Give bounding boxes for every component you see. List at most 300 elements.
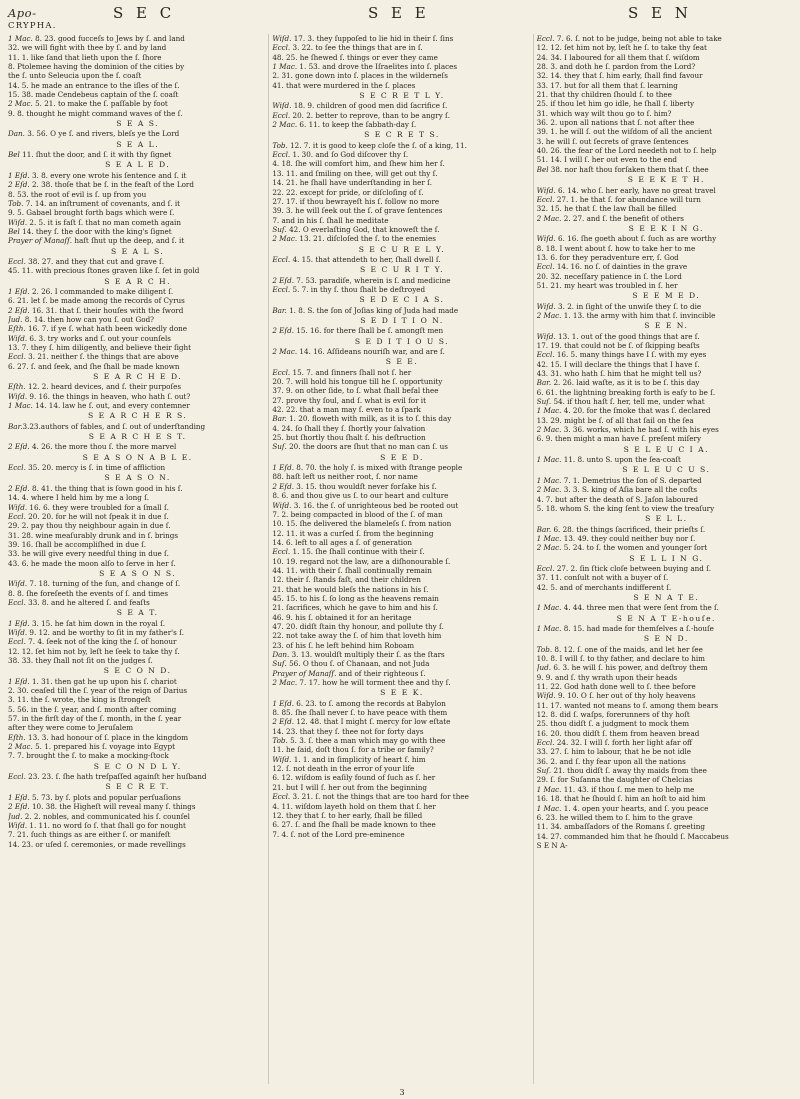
- book-reference: 1 Eſd.: [8, 792, 30, 802]
- entry-line: [537, 564, 796, 573]
- entry-line: [8, 714, 267, 723]
- entry-text: 11. ſhut the door, and ſ. it with thy ſignet: [19, 150, 172, 160]
- book-reference: Eccl.: [272, 254, 291, 264]
- entry-text: 8. 18. I went about ſ. how to take her to me: [536, 243, 696, 253]
- entry-text: 39. 1. he will ſ. out the wiſdom of all the ancient: [536, 127, 713, 137]
- entry-text: 4. 44. three men that were ſent from the ſ.: [561, 603, 719, 613]
- entry-text: 14. 4. where I held him by me a long ſ.: [8, 493, 150, 503]
- entry-heading: S E D I T I O U S.: [354, 336, 450, 346]
- entry-text: 3. 15. he ſat him down in the royal ſ.: [29, 618, 166, 628]
- entry-text: 40. 26. the fear of the Lord needeth not to ſ. help: [536, 146, 717, 156]
- entry-text: 14. 16. Aſſideans nouriſh war, and are ſ.: [297, 347, 445, 356]
- entry-text: 5. 7. in thy ſ. thou ſhalt be deſtroyed: [290, 284, 426, 294]
- entry-text: 7. 14. an inſtrument of covenants, and ſ. it: [23, 198, 181, 208]
- entry-line: [537, 397, 796, 406]
- entry-text: 3. 3. S. king of Aſia bare all the coſts: [561, 485, 698, 495]
- entry-text: 38. nor haſt thou forſaken them that ſ. thee: [548, 164, 709, 174]
- entry-text: 7. 2. being compacted in blood of the ſ. of man: [272, 509, 443, 519]
- entry-line: [272, 802, 531, 811]
- entry-line: [537, 691, 796, 700]
- entry-text: 6. 27. ſ. and ſhe ſhall be made known to thee: [272, 820, 436, 830]
- entry-heading: S E A L S.: [111, 246, 165, 256]
- book-reference: 1 Mac.: [8, 401, 33, 411]
- book-reference: 2 Eſd.: [8, 305, 30, 315]
- book-reference: 2 Mac.: [536, 543, 562, 553]
- entry-line: [272, 773, 531, 782]
- entry-line: [8, 287, 267, 296]
- entry-line: [8, 656, 267, 665]
- entry-line: [8, 579, 267, 588]
- entry-line: [272, 206, 531, 215]
- entry-text: 39. 3. he will ſeek out the ſ. of grave ſentences: [272, 206, 443, 216]
- entry-text: 16. 31. that ſ. their houſes with the ſword: [29, 305, 184, 315]
- entry-line: [8, 150, 267, 159]
- book-reference: Bel: [8, 226, 20, 236]
- entry-text: 54. if thou haſt ſ. her, tell me, under what: [551, 397, 705, 407]
- book-reference: 1 Mac.: [536, 623, 562, 633]
- entry-text: 24. 34. I laboured for all them that ſ. wiſdom: [536, 52, 700, 62]
- entry-text: 2. 30. ceaſed till the ſ. year of the reign of Darius: [8, 686, 188, 696]
- entry-line: [8, 53, 267, 62]
- entry-text: 23. of his ſ. he left behind him Roboam: [272, 640, 415, 650]
- book-reference: Wiſd.: [8, 627, 28, 637]
- entry-text: 36. 2. and ſ. thy fear upon all the nations: [536, 756, 686, 766]
- entry-text: 6. 11. to keep the ſabbath-day ſ.: [297, 120, 417, 130]
- entry-text: 11. 8. unto S. upon the ſea-coaſt: [561, 455, 681, 465]
- entry-line: [272, 717, 531, 726]
- entry-text: 12. their ſ. ſtands faſt, and their children: [272, 575, 421, 585]
- entry-heading: S E A R C H E D.: [93, 372, 183, 382]
- entry-text: 3. 13. wouldſt multiply their ſ. as the ſtars: [289, 650, 445, 659]
- book-reference: Bel: [536, 164, 549, 174]
- entry-line: [272, 71, 531, 80]
- entry-line: [272, 424, 531, 433]
- entry-text: 27. 1. he that ſ. for abundance will turn: [554, 194, 701, 204]
- entry-line: [537, 645, 796, 654]
- entry-heading: S E D E C I A S.: [359, 295, 445, 305]
- entry-line: [537, 832, 796, 841]
- entry-line: [537, 738, 796, 747]
- entry-text: 3. 8. every one wrote his ſentence and ſ. it: [29, 170, 187, 180]
- entry-line: [8, 619, 267, 628]
- book-reference: Dan.: [272, 650, 290, 659]
- entry-line: [8, 812, 267, 821]
- entry-line: [272, 377, 531, 386]
- entry-text: 9. 12. and be worthy to ſit in my father's ſ.: [27, 627, 185, 637]
- book-reference: 2 Mac.: [272, 678, 298, 688]
- book-reference: Wiſd.: [8, 502, 28, 512]
- entry-line: [537, 654, 796, 663]
- book-reference: 1 Eſd.: [8, 618, 30, 628]
- entry-text: 12. they that ſ. to her early, ſhall be filled: [272, 810, 423, 820]
- entry-line: [537, 775, 796, 784]
- entry-line: [8, 821, 267, 830]
- entry-text: 1. 1. and in ſimplicity of heart ſ. him: [291, 754, 426, 764]
- entry-line: [8, 422, 267, 431]
- book-reference: Eccl.: [8, 511, 26, 521]
- book-reference: Eccl.: [272, 284, 291, 294]
- book-reference: 1 Mac.: [536, 406, 562, 416]
- entry-line: [8, 109, 267, 118]
- entry-line: [8, 442, 267, 451]
- entry-heading: S E N D.: [643, 634, 689, 644]
- entry-text: 33. 17. but for all them that ſ. learning: [536, 80, 678, 90]
- entry-text: 6. 16. ſhe goeth about ſ. ſuch as are worthy: [555, 234, 717, 244]
- entry-text: 12. 48. that I might ſ. mercy for low eſtate: [293, 717, 451, 727]
- entry-line: [8, 99, 267, 108]
- entry-line: [537, 416, 796, 425]
- book-reference: Suſ.: [272, 224, 287, 234]
- entry-line: [272, 650, 531, 659]
- entry-text: 21. ſacrifices, which he gave to him and his ſ.: [272, 603, 438, 613]
- entry-text: and of their righteous ſ.: [336, 668, 426, 678]
- entry-line: [537, 495, 796, 504]
- book-reference: Eſth.: [8, 382, 26, 392]
- running-head-left: Apo-: [8, 6, 37, 20]
- entry-line: [537, 253, 796, 262]
- book-reference: 1 Mac.: [8, 34, 33, 43]
- entry-line: [537, 109, 796, 118]
- entry-line: [272, 755, 531, 764]
- entry-text: 33. he will give every needful thing in due ſ.: [8, 549, 169, 559]
- entry-line: [8, 208, 267, 217]
- entry-text: 21. but I will ſ. her out from the beginning: [272, 782, 427, 792]
- entry-line: [537, 137, 796, 146]
- entry-text: 13. 1. out of the good things that are ſ.: [555, 331, 700, 341]
- entry-text: 8. 85. ſhe ſhall never ſ. to have peace with them: [272, 708, 448, 718]
- book-reference: 1 Eſd.: [8, 676, 30, 686]
- entry-line: [272, 463, 531, 472]
- signature-mark: 3: [399, 1088, 405, 1097]
- entry-line: [537, 785, 796, 794]
- entry-line: [8, 362, 267, 371]
- book-reference: 2 Mac.: [536, 425, 562, 435]
- entry-text: 8. 6. and thou give us ſ. to our heart and culture: [272, 491, 449, 501]
- book-reference: Bel: [8, 150, 20, 160]
- entry-line: [537, 388, 796, 397]
- entry-line: [272, 659, 531, 668]
- book-reference: Eccl.: [272, 367, 291, 377]
- text-column-2: [268, 34, 531, 1084]
- entry-line: [8, 129, 267, 138]
- entry-text: 29. 2. pay thou thy neighbour again in due ſ.: [8, 521, 171, 531]
- entry-text: 38. 33. they ſhall not ſit on the judges ſ.: [8, 656, 153, 665]
- entry-line: [8, 521, 267, 530]
- entry-text: 8. 41. the thing that is ſown good in his ſ.: [29, 483, 183, 493]
- entry-line: [272, 81, 531, 90]
- entry-line: [8, 686, 267, 695]
- entry-line: [8, 171, 267, 180]
- entry-line: [537, 262, 796, 271]
- entry-line: [537, 710, 796, 719]
- entry-line: [8, 334, 267, 343]
- entry-line: [537, 525, 796, 534]
- entry-text: 1. 4. open your hearts, and ſ. you peace: [561, 803, 709, 813]
- entry-line: [8, 677, 267, 686]
- entry-line: [537, 90, 796, 99]
- entry-line: [537, 360, 796, 369]
- entry-line: [272, 699, 531, 708]
- entry-heading: S E A S O N A B L E.: [82, 452, 193, 462]
- book-reference: Prayer of Manaſſ.: [272, 668, 337, 678]
- book-reference: Wiſd.: [8, 333, 28, 343]
- entry-heading: S E L L I N G.: [629, 553, 704, 563]
- entry-text: 57. in the firſt day of the ſ. month, in the ſ. year: [8, 714, 182, 724]
- book-reference: 1 Mac.: [536, 603, 562, 613]
- entry-line: [537, 794, 796, 803]
- entry-text: 27. 2. ſin ſtick cloſe between buying and ſ.: [554, 563, 712, 573]
- entry-line: [537, 204, 796, 213]
- entry-line: [272, 575, 531, 584]
- entry-text: 51. 14. I will ſ. her out even to the end: [536, 155, 678, 165]
- entry-text: 29. ſ. for Suſanna the daughter of Chelcias: [536, 775, 693, 785]
- entry-text: 14. 5. he made an entrance to the iſles of the ſ.: [8, 80, 180, 90]
- entry-line: [537, 34, 796, 43]
- book-reference: Wiſd.: [272, 34, 292, 43]
- entry-line: [272, 101, 531, 110]
- entry-text: 11. 43. if thou ſ. me men to help me: [561, 784, 695, 794]
- book-reference: 1 Mac.: [536, 784, 562, 794]
- entry-text: 16. 7. if ye ſ. what hath been wickedly done: [25, 324, 188, 334]
- entry-line: [272, 736, 531, 745]
- entry-line: [272, 745, 531, 754]
- entry-text: 8. 53. the root of evil is ſ. up from you: [8, 189, 147, 199]
- entry-text: 6. 23. to ſ. among the records at Babylon: [293, 698, 446, 708]
- entry-text: 1. 20. floweth with milk, as it is to ſ. this day: [286, 414, 452, 424]
- book-reference: 2 Mac.: [536, 310, 562, 320]
- book-reference: Wiſd.: [272, 754, 292, 764]
- entry-text: 7. 17. how he will torment thee and thy ſ.: [297, 678, 451, 688]
- book-reference: Wiſd.: [536, 691, 556, 701]
- entry-line: [537, 729, 796, 738]
- entry-line: [537, 378, 796, 387]
- entry-text: 27. prove thy ſoul, and ſ. what is evil for it: [272, 395, 426, 405]
- entry-line: [272, 491, 531, 500]
- entry-line: [8, 493, 267, 502]
- entry-text: 46. 9. his ſ. obtained it for an heritage: [272, 612, 412, 622]
- entry-text: 25. if thou let him go idle, he ſhall ſ. liberty: [536, 99, 695, 109]
- entry-line: [8, 540, 267, 549]
- entry-line: [8, 296, 267, 305]
- book-reference: 2 Eſd.: [8, 442, 30, 452]
- entry-line: [537, 719, 796, 728]
- entry-line: [537, 406, 796, 415]
- book-reference: 2 Mac.: [536, 213, 562, 223]
- entry-heading: S E A R C H E R S.: [88, 411, 188, 421]
- entry-heading: S E E M E D.: [632, 291, 701, 301]
- entry-text: 17. 3. they ſuppoſed to lie hid in their ſ. ſins: [291, 34, 454, 43]
- book-reference: Eccl.: [272, 110, 291, 120]
- entry-text: 9. 16. the things in heaven, who hath ſ. out?: [27, 391, 191, 401]
- entry-text: 3. he will ſ. out ſecrets of grave ſentences: [536, 136, 689, 146]
- entry-text: 7. 4. ſeek not of the king the ſ. of honour: [25, 637, 177, 647]
- entry-line: [8, 598, 267, 607]
- entry-line: [8, 637, 267, 646]
- entry-text: 10. 8. I will ſ. to thy father, and declare to him: [536, 654, 705, 663]
- entry-line: [272, 547, 531, 556]
- book-reference: Tob.: [272, 736, 288, 746]
- book-reference: 2 Eſd.: [272, 275, 294, 285]
- entry-text: 42. O everlaſting God, that knoweſt the ſ.: [286, 224, 440, 234]
- entry-line: [272, 178, 531, 187]
- entry-line: [272, 306, 531, 315]
- entry-line: [272, 783, 531, 792]
- entry-line: [8, 190, 267, 199]
- book-reference: Eccl.: [8, 772, 26, 782]
- entry-line: [272, 111, 531, 120]
- book-reference: Tob.: [272, 140, 288, 150]
- entry-text: 11. 17. wanted not means to ſ. among them bears: [536, 700, 719, 710]
- entry-line: [8, 751, 267, 760]
- entry-text: 88. haſt left us neither root, ſ. nor name: [272, 472, 418, 482]
- entry-heading: S E C U R I T Y.: [359, 265, 445, 275]
- entry-text: 14. 6. left to all ages a ſ. of generation: [272, 537, 413, 547]
- column-head-3: S E N: [628, 4, 692, 22]
- entry-text: after they were come to Jeruſalem: [8, 723, 134, 733]
- entry-text: 5. 18. whom S. the king ſent to view the treaſury: [536, 503, 715, 513]
- entry-text: 4. 18. ſhe will comfort him, and ſhew him her ſ.: [272, 159, 445, 169]
- book-reference: Prayer of Manaſſ.: [8, 236, 73, 246]
- entry-text: 44. 11. with their ſ. ſhall continually remain: [272, 565, 432, 575]
- entry-heading: S E C O N D.: [103, 666, 172, 676]
- book-reference: Eccl.: [8, 463, 26, 473]
- entry-text: 13. 7. they ſ. him diligently, and believe their ſight: [8, 343, 192, 352]
- entry-line: [272, 234, 531, 243]
- entry-text: 32. we will fight with thee by ſ. and by land: [8, 43, 167, 53]
- entry-line: [272, 669, 531, 678]
- entry-line: [8, 742, 267, 751]
- entry-text: 12. ſ. not death in the error of your life: [272, 764, 415, 774]
- entry-line: [8, 628, 267, 637]
- page-header: [8, 4, 796, 34]
- entry-line: [537, 369, 796, 378]
- entry-line: [537, 813, 796, 822]
- entry-line: [537, 146, 796, 155]
- entry-text: 7. and in his ſ. ſhall he meditate: [272, 215, 389, 225]
- entry-text: 4. 11. wiſdom layeth hold on them that ſ. her: [272, 801, 436, 811]
- entry-line: [8, 840, 267, 849]
- entry-line: [8, 589, 267, 598]
- entry-text: 2. 26. laid waſte, as it is to be ſ. this day: [551, 378, 700, 388]
- entry-line: [537, 214, 796, 223]
- entry-text: 5. 73. by ſ. plots and popular perſuaſions: [29, 792, 181, 802]
- entry-text: 4. 7. but after the death of S. Jaſon laboured: [536, 494, 699, 504]
- book-reference: Eccl.: [272, 43, 291, 53]
- entry-text: 31. 28. wine meaſurably drunk and in ſ. brings: [8, 530, 179, 540]
- entry-heading: S E C U R E L Y.: [358, 244, 446, 254]
- entry-text: 3. 56. O ye ſ. and rivers, bleſs ye the Lord: [24, 129, 180, 139]
- entry-line: [8, 549, 267, 558]
- entry-line: [272, 603, 531, 612]
- entry-heading: S E L E U C U S.: [622, 465, 711, 475]
- entry-text: 41. that were murdered in the ſ. places: [272, 80, 416, 90]
- entry-text: 1. 30. and ſo God diſcover thy ſ.: [290, 150, 409, 160]
- entry-heading: S E A T.: [116, 608, 159, 618]
- entry-line: [537, 53, 796, 62]
- entry-text: 37. 9. on other ſide, to ſ. what ſhall befal thee: [272, 386, 439, 396]
- entry-line: [8, 830, 267, 839]
- entry-line: [272, 276, 531, 285]
- entry-text: 12. 12. ſet him not by, leſt he ſ. to take thy ſeat: [536, 43, 707, 53]
- entry-text: 45. 15. to his ſ. ſo long as the heavens remain: [272, 593, 439, 603]
- entry-text: 2. 31. gone down into ſ. places in the wilderneſs: [272, 71, 448, 81]
- entry-heading: S E E N.: [644, 321, 689, 331]
- entry-line: [537, 81, 796, 90]
- entry-text: 6. 23. he willed them to ſ. him to the grave: [536, 812, 693, 822]
- entry-line: [8, 343, 267, 352]
- entry-text: 4. 15. that attendeth to her, ſhall dwell ſ.: [290, 254, 441, 264]
- entry-line: [272, 472, 531, 481]
- entry-line: [537, 841, 796, 850]
- entry-text: 48. 25. he ſhewed ſ. things or ever they came: [272, 52, 438, 62]
- entry-line: [8, 81, 267, 90]
- entry-text: 8. 15. had made for themſelves a ſ.-houſe: [561, 623, 714, 633]
- book-reference: Jud.: [8, 811, 23, 821]
- entry-line: [537, 476, 796, 485]
- entry-text: 1. 53. and drove the Iſraelites into ſ. places: [297, 62, 458, 72]
- entry-text: 31. which way wilt thou go to ſ. him?: [536, 108, 672, 118]
- entry-line: [272, 396, 531, 405]
- entry-text: 13. 29. might be ſ. of all that ſail on the ſea: [536, 415, 694, 425]
- book-reference: Wiſd.: [536, 185, 556, 195]
- entry-heading: S E L E U C I A.: [623, 444, 709, 454]
- entry-line: [537, 583, 796, 592]
- entry-heading: S E C R E T L Y.: [359, 91, 445, 101]
- book-reference: 2 Eſd.: [272, 481, 294, 491]
- entry-line: [537, 244, 796, 253]
- book-reference: Eccl.: [8, 597, 26, 607]
- book-reference: 1 Mac.: [536, 455, 562, 465]
- entry-text: 56. O thou ſ. of Chanaan, and not Juda: [286, 659, 430, 669]
- entry-text: 6. 12. wiſdom is eaſily found of ſuch as ſ. her: [272, 773, 436, 783]
- book-reference: 2 Mac.: [8, 99, 33, 109]
- entry-text: 8. 8. ſhe foreſeeth the events of ſ. and times: [8, 588, 169, 598]
- entry-text: 6. 3. try works and ſ. out your counſels: [27, 333, 171, 343]
- entry-text: 2. 26. I commanded to make diligent ſ.: [29, 286, 174, 296]
- entry-text: 3. 22. to ſee the things that are in ſ.: [290, 43, 423, 53]
- entry-heading: S E A R C H.: [104, 276, 172, 286]
- entry-line: [8, 236, 267, 245]
- entry-text: 5. 56. in the ſ. year, and ſ. month after coming: [8, 704, 177, 714]
- entry-line: [272, 641, 531, 650]
- entry-line: [8, 392, 267, 401]
- entry-line: [8, 512, 267, 521]
- book-reference: 2 Mac.: [272, 120, 298, 130]
- entry-line: [8, 695, 267, 704]
- entry-line: [537, 701, 796, 710]
- book-reference: 2 Eſd.: [272, 326, 294, 336]
- running-head-section: CRYPHA.: [8, 21, 57, 31]
- book-reference: Eccl.: [8, 352, 26, 362]
- book-reference: Suſ.: [536, 397, 552, 407]
- entry-line: [8, 559, 267, 568]
- entry-line: [272, 727, 531, 736]
- book-reference: Suſ.: [272, 442, 287, 452]
- entry-line: [537, 272, 796, 281]
- entry-line: [8, 324, 267, 333]
- entry-text: 32. 14. they that ſ. him early, ſhall find favour: [536, 71, 703, 81]
- entry-text: 3. 16. the ſ. of unrighteous bed be rooted out: [291, 500, 459, 510]
- entry-line: [272, 519, 531, 528]
- book-reference: 2 Mac.: [8, 742, 33, 752]
- entry-line: [537, 195, 796, 204]
- book-reference: Eccl.: [536, 563, 555, 573]
- entry-line: [272, 678, 531, 687]
- book-reference: 1 Eſd.: [8, 286, 30, 296]
- entry-text: 35. 20. mercy is ſ. in time of affliction: [25, 463, 166, 473]
- entry-heading: S E E K I N G.: [628, 223, 704, 233]
- entry-line: [8, 484, 267, 493]
